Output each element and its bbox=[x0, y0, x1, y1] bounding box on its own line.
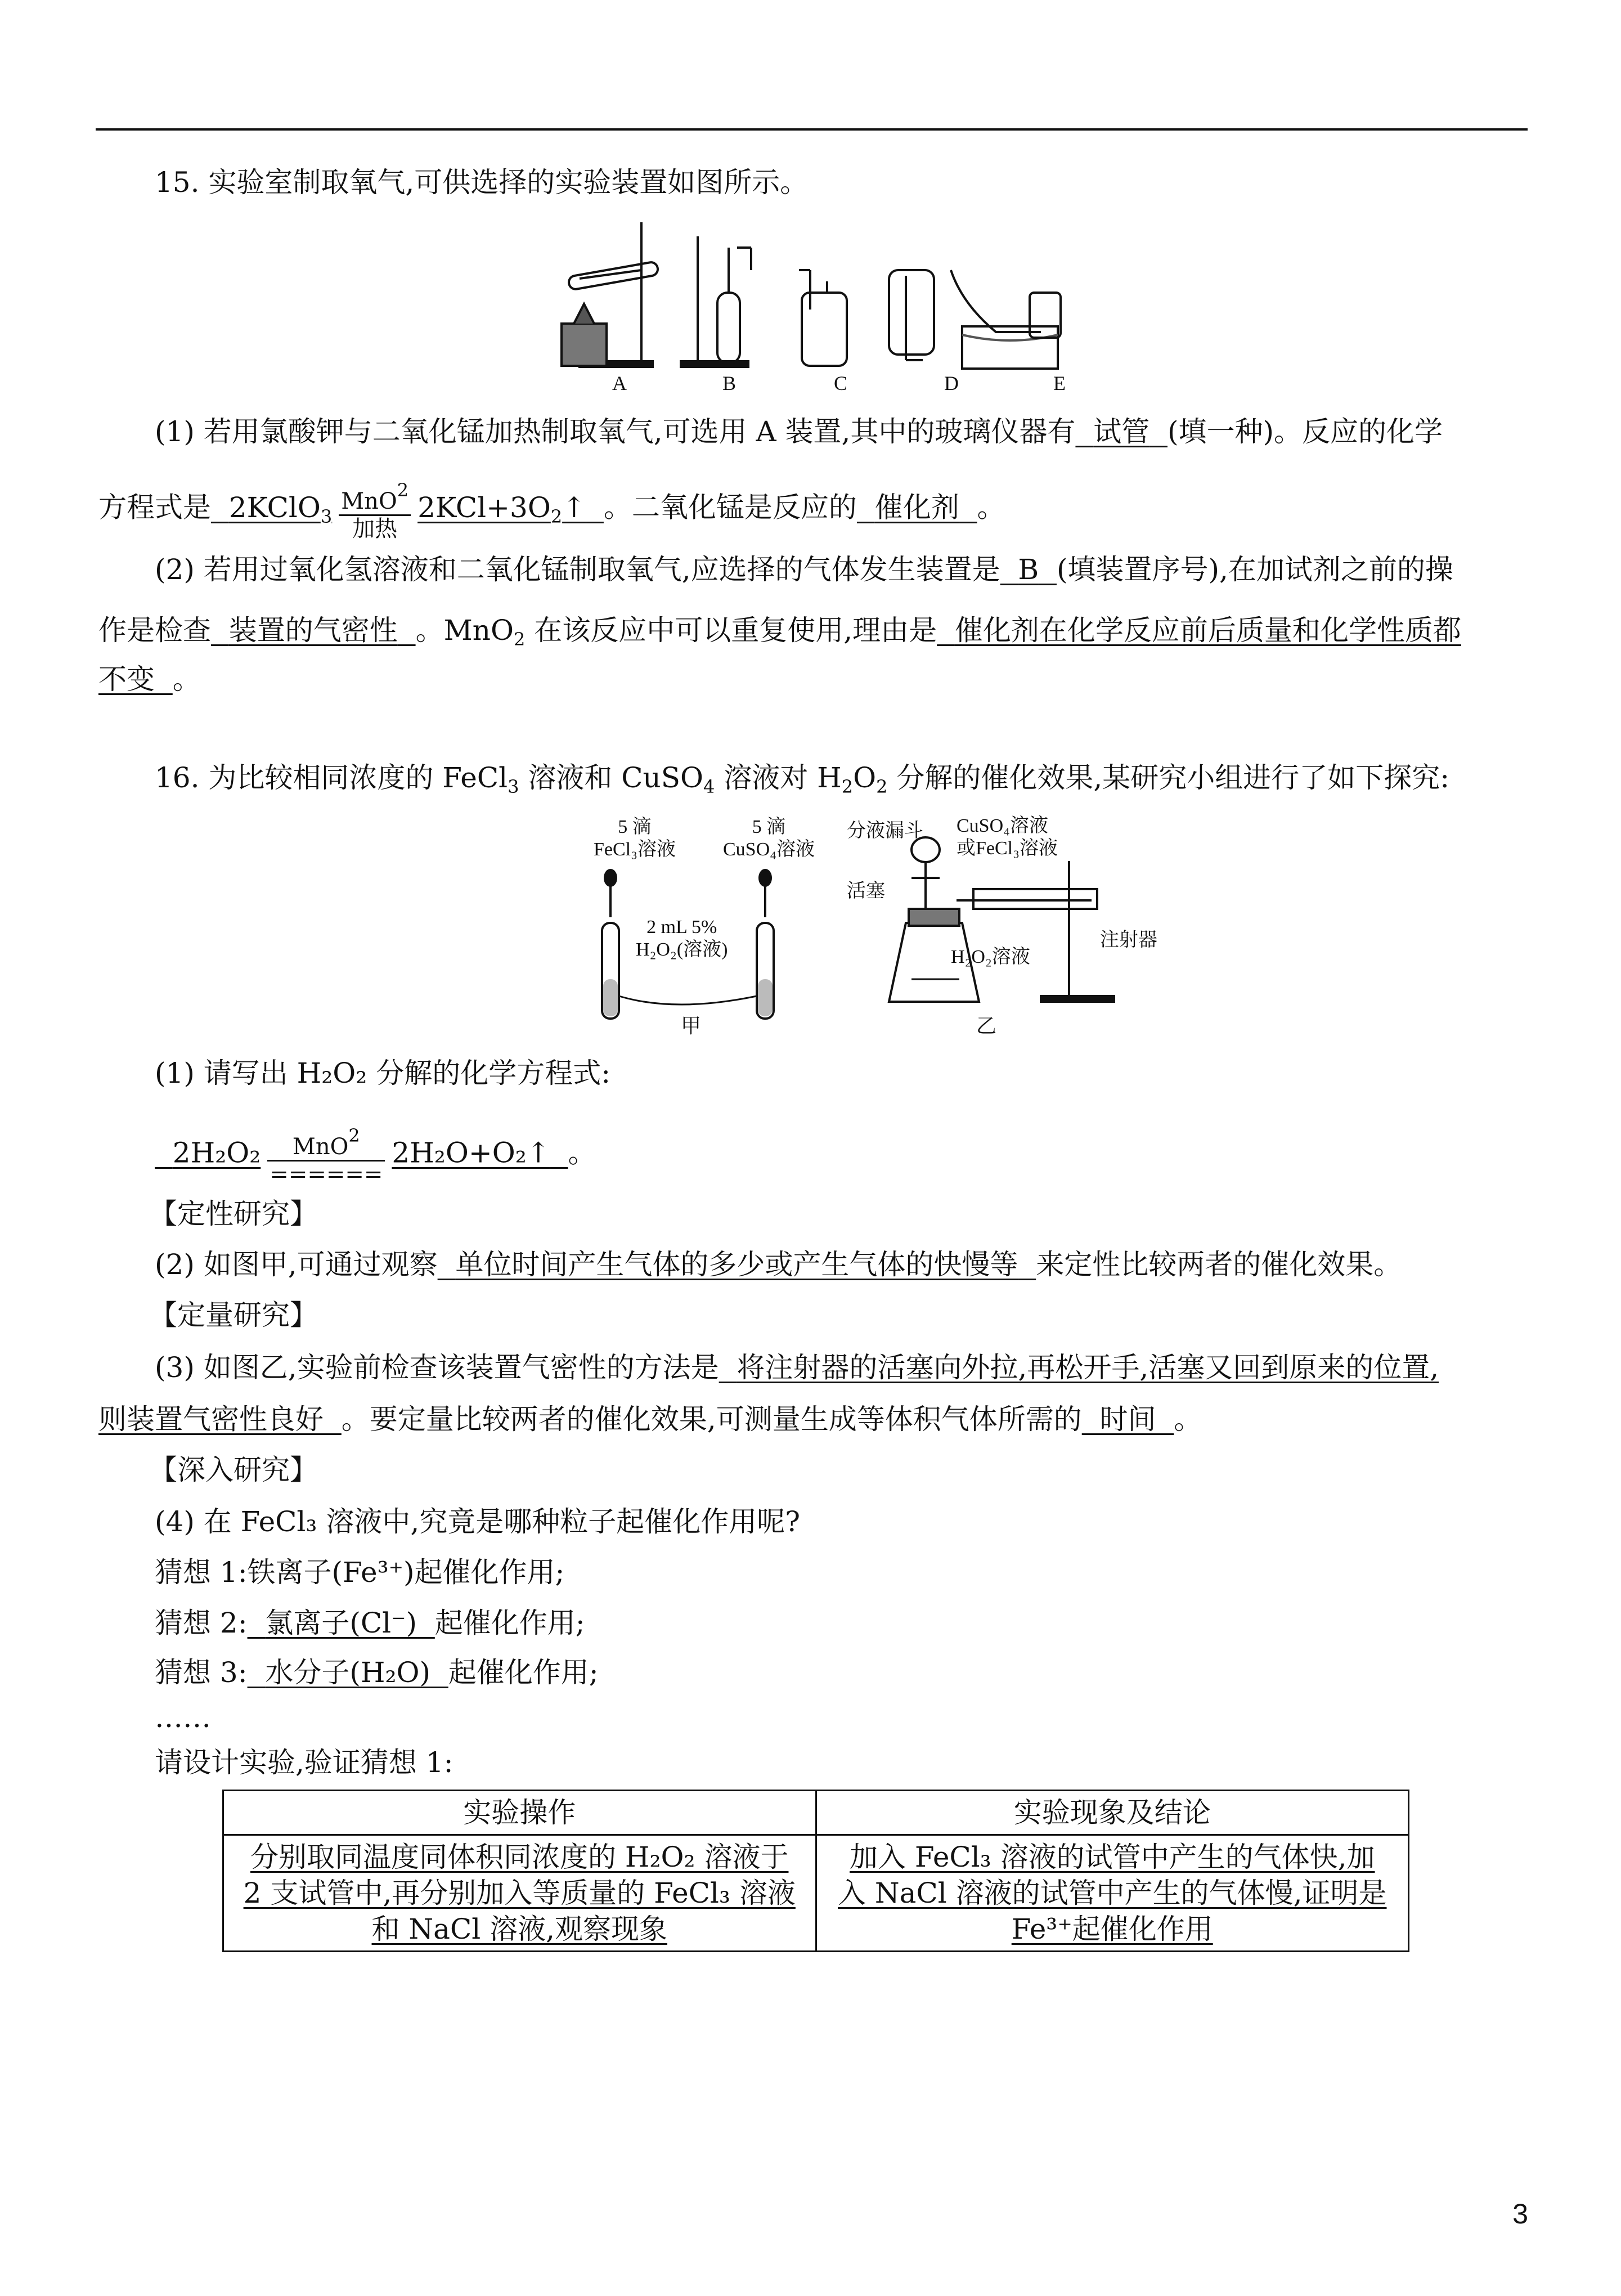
fig-label-d: D bbox=[944, 372, 959, 394]
fig-label-e: E bbox=[1053, 372, 1066, 394]
q16-title: 16. 为比较相同浓度的 FeCl$_3$ 溶液和 CuSO$_4$ 溶液对 $H_2O_2$ 分解的催化效果,某研究小组进行了如下探究: bbox=[155, 761, 1450, 797]
table-cell-result: 加入 FeCl₃ 溶液的试管中产生的气体快,加 入 NaCl 溶液的试管中产生的气体慢,证明是 Fe³⁺起催化作用 bbox=[816, 1835, 1409, 1952]
table-header-operation: 实验操作 bbox=[223, 1791, 816, 1835]
q15-part1-line1: (1) 若用氯酸钾与二氧化锰加热制取氧气,可选用 A 装置,其中的玻璃仪器有 试管 (填一种)。反应的化学 bbox=[155, 415, 1443, 448]
jia-caption: 甲 bbox=[681, 1015, 702, 1037]
table-header-result: 实验现象及结论 bbox=[816, 1791, 1409, 1835]
jia-middle-label: 2 mL 5% H₂O₂(溶液) bbox=[636, 917, 728, 960]
table-cell-operation: 分别取同温度同体积同浓度的 H₂O₂ 溶液于 2 支试管中,再分别加入等质量的 FeCl₃ 溶液 和 NaCl 溶液,观察现象 bbox=[223, 1835, 816, 1952]
q16-part4: (4) 在 FeCl₃ 溶液中,究竟是哪种粒子起催化作用呢? bbox=[155, 1505, 801, 1538]
yi-reagent-label: CuSO₄溶液 或FeCl₃溶液 bbox=[957, 815, 1058, 859]
heading-quantitative: 【定量研究】 bbox=[149, 1299, 318, 1331]
q15-apparatus-figure bbox=[557, 214, 1108, 400]
yi-solution-label: H₂O₂溶液 bbox=[951, 947, 1030, 967]
table-row bbox=[223, 1835, 1409, 1952]
experiment-table bbox=[222, 1790, 1409, 1952]
q16-part3-line1: (3) 如图乙,实验前检查该装置气密性的方法是 将注射器的活塞向外拉,再松开手,活塞又回到原来的位置, bbox=[155, 1351, 1439, 1384]
guess-3: 猜想 3: 水分子(H₂O) 起催化作用; bbox=[155, 1656, 599, 1689]
jia-left-label: 5 滴 FeCl₃溶液 bbox=[594, 817, 676, 860]
heading-qualitative: 【定性研究】 bbox=[149, 1198, 318, 1230]
q16-part2: (2) 如图甲,可通过观察 单位时间产生气体的多少或产生气体的快慢等 来定性比较两者的催化效果。 bbox=[155, 1248, 1402, 1281]
yi-syringe-label: 注射器 bbox=[1100, 930, 1157, 950]
jia-right-label: 5 滴 CuSO₄溶液 bbox=[723, 817, 815, 860]
fig-label-a: A bbox=[612, 372, 627, 394]
q16-equation: 2H₂O₂ $\frac{MnO^2}{======}$ 2H₂O+O₂↑ 。 bbox=[155, 1123, 596, 1187]
q15-part2-line3: 不变 。 bbox=[98, 663, 201, 696]
yi-caption: 乙 bbox=[976, 1015, 997, 1037]
header-rule bbox=[96, 128, 1528, 131]
table-header-row bbox=[223, 1791, 1409, 1835]
yi-funnel-label: 分液漏斗 bbox=[847, 820, 923, 841]
q15-part1-line2: 方程式是 2KClO$_3$ $\frac{MnO^2}{\text{加热}}$ $2KCl+3O_2↑$ 。二氧化锰是反应的 催化剂 。 bbox=[98, 477, 1005, 542]
design-prompt: 请设计实验,验证猜想 1: bbox=[155, 1746, 453, 1779]
yi-valve-label: 活塞 bbox=[847, 881, 885, 902]
q16-part3-line2: 则装置气密性良好 。要定量比较两者的催化效果,可测量生成等体积气体所需的 时间 。 bbox=[98, 1403, 1202, 1436]
heading-deep: 【深入研究】 bbox=[149, 1454, 318, 1486]
q15-title: 15. 实验室制取氧气,可供选择的实验装置如图所示。 bbox=[155, 166, 809, 199]
fig-label-b: B bbox=[722, 372, 737, 394]
guess-1: 猜想 1:铁离子(Fe³⁺)起催化作用; bbox=[155, 1556, 565, 1589]
guess-2: 猜想 2: 氯离子(Cl⁻) 起催化作用; bbox=[155, 1607, 585, 1639]
q15-part2-line1: (2) 若用过氧化氢溶液和二氧化锰制取氧气,应选择的气体发生装置是 B (填装置序号),在加试剂之前的操 bbox=[155, 553, 1453, 586]
ellipsis: …… bbox=[155, 1701, 211, 1734]
fig-label-c: C bbox=[834, 372, 848, 394]
page-number: 3 bbox=[1512, 2198, 1528, 2230]
q15-part2-line2: 作是检查 装置的气密性 。MnO$_2$ 在该反应中可以重复使用,理由是 催化剂在化学反应前后质量和化学性质都 bbox=[98, 614, 1461, 650]
q16-part1: (1) 请写出 H₂O₂ 分解的化学方程式: bbox=[155, 1057, 611, 1089]
